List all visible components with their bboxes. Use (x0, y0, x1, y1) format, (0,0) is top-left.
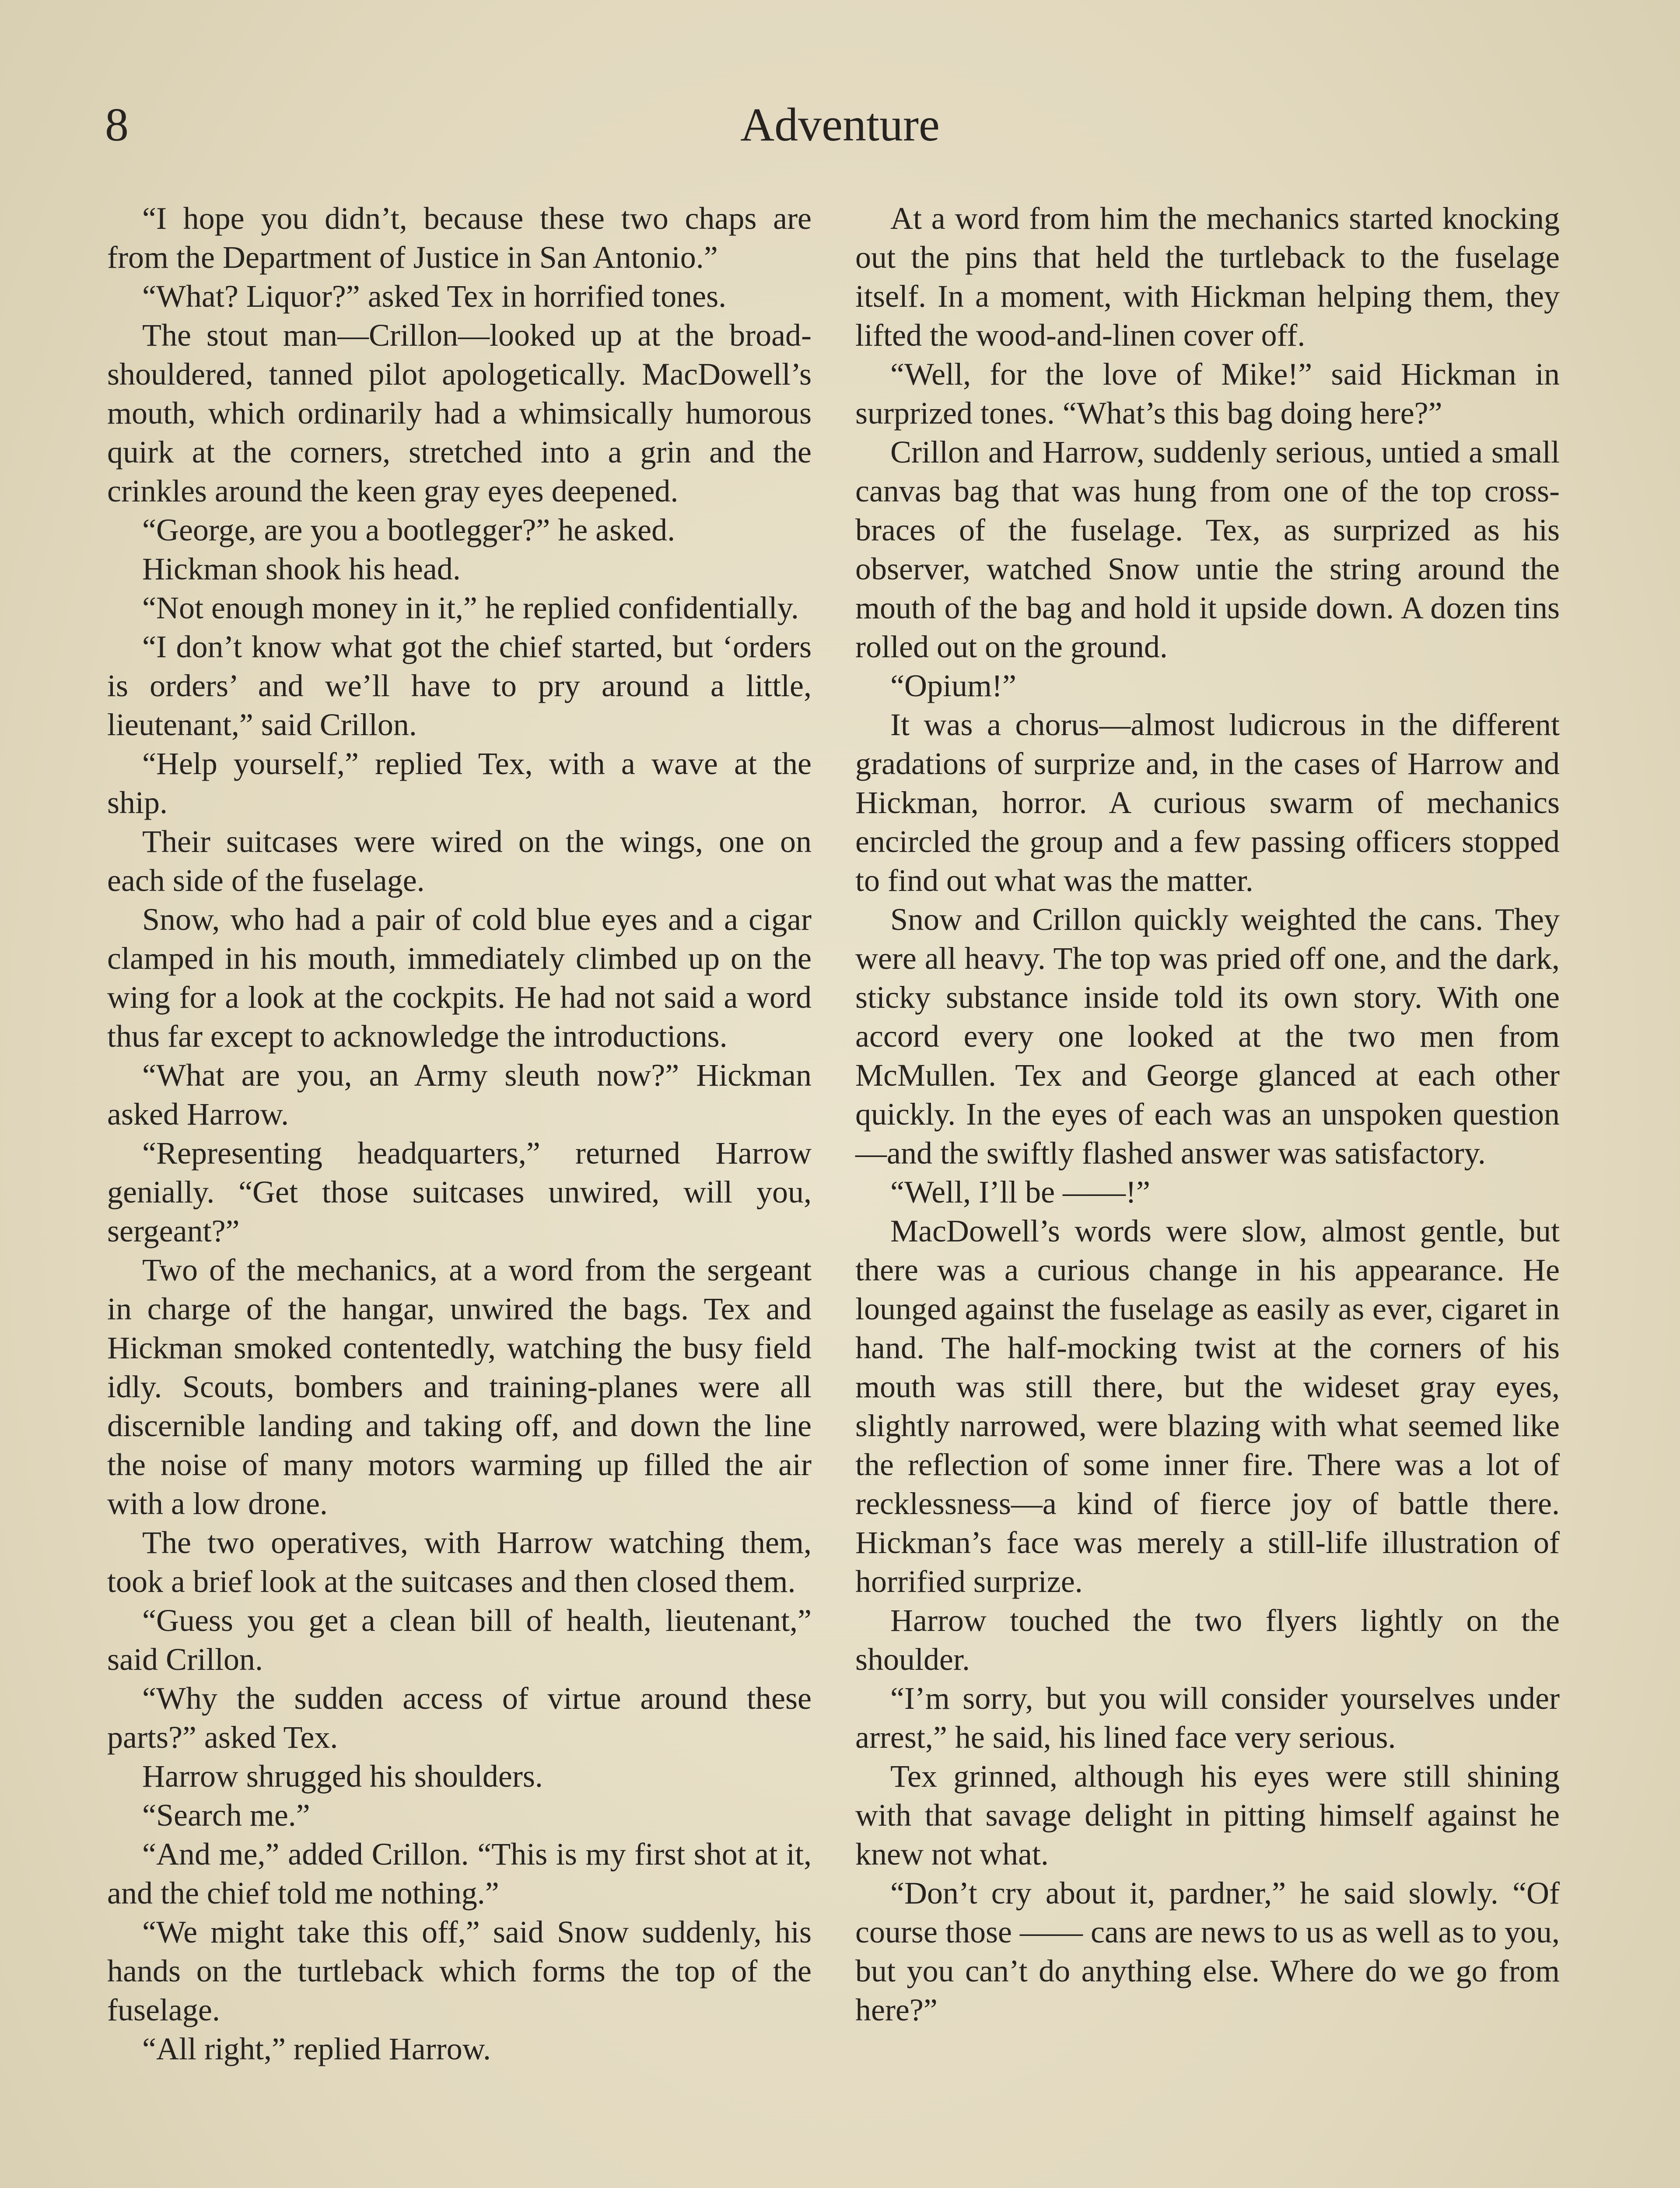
page-number: 8 (105, 99, 129, 151)
paragraph: “And me,” added Crillon. “This is my first shot at it, and the chief told me nothing.” (107, 1837, 812, 1911)
paragraph: “Search me.” (142, 1798, 310, 1833)
left-column (107, 199, 812, 2069)
paragraph: “I’m sorry, but you will consider yourselves under arrest,” he said, his lined face very serious. (855, 1681, 1560, 1755)
paragraph: “Representing headquarters,” returned Harrow genially. “Get those suitcases unwired, will you, sergeant?” (107, 1136, 812, 1248)
paragraph: It was a chorus—almost ludicrous in the different gradations of surprize and, in the cases of Harrow and Hickman, horror. A curious swarm of mechanics encircled the group and a few passing officers stopped to find out what was the matter. (855, 707, 1560, 898)
paragraph: “Help yourself,” replied Tex, with a wave at the ship. (107, 746, 812, 820)
paragraph: “Why the sudden access of virtue around these parts?” asked Tex. (107, 1681, 812, 1755)
paragraph: Snow and Crillon quickly weighted the cans. They were all heavy. The top was pried off one, and the dark, sticky substance inside told its own story. With one accord every one looked at the two men from McMullen. Tex and George glanced at each other quickly. In the eyes of each was an unspoken question—and the swiftly flashed answer was satisfactory. (855, 902, 1560, 1171)
paragraph: The stout man—Crillon—looked up at the broad-shouldered, tanned pilot apologetically. MacDowell’s mouth, which ordinarily had a whimsically humorous quirk at the corners, stretched into a grin and the crinkles around the keen gray eyes deepened. (107, 318, 812, 508)
paragraph: “I don’t know what got the chief started, but ‘orders is orders’ and we’ll have to pry around a little, lieutenant,” said Crillon. (107, 629, 812, 742)
right-column (855, 199, 1560, 2030)
paragraph: MacDowell’s words were slow, almost gentle, but there was a curious change in his appearance. He lounged against the fuselage as easily as ever, cigaret in hand. The half-mocking twist at the corners of his mouth was still there, but the wideset gray eyes, slightly narrowed, were blazing with what seemed like the reflection of some inner fire. There was a lot of recklessness—a kind of fierce joy of battle there. Hickman’s face was merely a still-life illustration of horrified surprize. (855, 1213, 1560, 1599)
paragraph: “Well, I’ll be ——!” (890, 1175, 1150, 1210)
paragraph: “What are you, an Army sleuth now?” Hickman asked Harrow. (107, 1058, 812, 1132)
paragraph: Tex grinned, although his eyes were still shining with that savage delight in pitting himself against he knew not what. (855, 1759, 1560, 1872)
paragraph: “Guess you get a clean bill of health, lieutenant,” said Crillon. (107, 1603, 812, 1677)
paragraph: “Don’t cry about it, pardner,” he said slowly. “Of course those —— cans are news to us as well as to you, but you can’t do anything else. Where do we go from here?” (855, 1876, 1560, 2027)
paragraph: Snow, who had a pair of cold blue eyes and a cigar clamped in his mouth, immediately climbed up on the wing for a look at the cockpits. He had not said a word thus far except to acknowledge the introductions. (107, 902, 812, 1054)
paragraph: Harrow touched the two flyers lightly on the shoulder. (855, 1603, 1560, 1677)
paragraph: “What? Liquor?” asked Tex in horrified tones. (142, 279, 727, 314)
paragraph: “All right,” replied Harrow. (142, 2031, 491, 2066)
paragraph: “George, are you a bootlegger?” he asked. (142, 512, 676, 547)
paragraph: Crillon and Harrow, suddenly serious, untied a small canvas bag that was hung from one of the top cross-braces of the fuselage. Tex, as surprized as his observer, watched Snow untie the string around the mouth of the bag and hold it upside down. A dozen tins rolled out on the ground. (855, 435, 1560, 664)
paragraph: Hickman shook his head. (142, 551, 461, 586)
paragraph: Harrow shrugged his shoulders. (142, 1759, 543, 1794)
paragraph: “Not enough money in it,” he replied confidentially. (142, 590, 799, 625)
paragraph: At a word from him the mechanics started knocking out the pins that held the turtleback to the fuselage itself. In a moment, with Hickman helping them, they lifted the wood-and-linen cover off. (855, 201, 1560, 353)
paragraph: Two of the mechanics, at a word from the sergeant in charge of the hangar, unwired the bags. Tex and Hickman smoked contentedly, watching the busy field idly. Scouts, bombers and training-planes were all discernible landing and taking off, and down the line the noise of many motors warming up filled the air with a low drone. (107, 1252, 812, 1521)
paragraph: “We might take this off,” said Snow suddenly, his hands on the turtleback which forms the top of the fuselage. (107, 1914, 812, 2027)
paragraph: “Opium!” (890, 668, 1016, 703)
running-head: Adventure (740, 99, 940, 151)
paragraph: “Well, for the love of Mike!” said Hickman in surprized tones. “What’s this bag doing here?” (855, 357, 1560, 431)
paragraph: Their suitcases were wired on the wings, one on each side of the fuselage. (107, 824, 812, 898)
paragraph: “I hope you didn’t, because these two chaps are from the Department of Justice in San Antonio.” (107, 201, 812, 275)
paragraph: The two operatives, with Harrow watching them, took a brief look at the suitcases and then closed them. (107, 1525, 812, 1599)
